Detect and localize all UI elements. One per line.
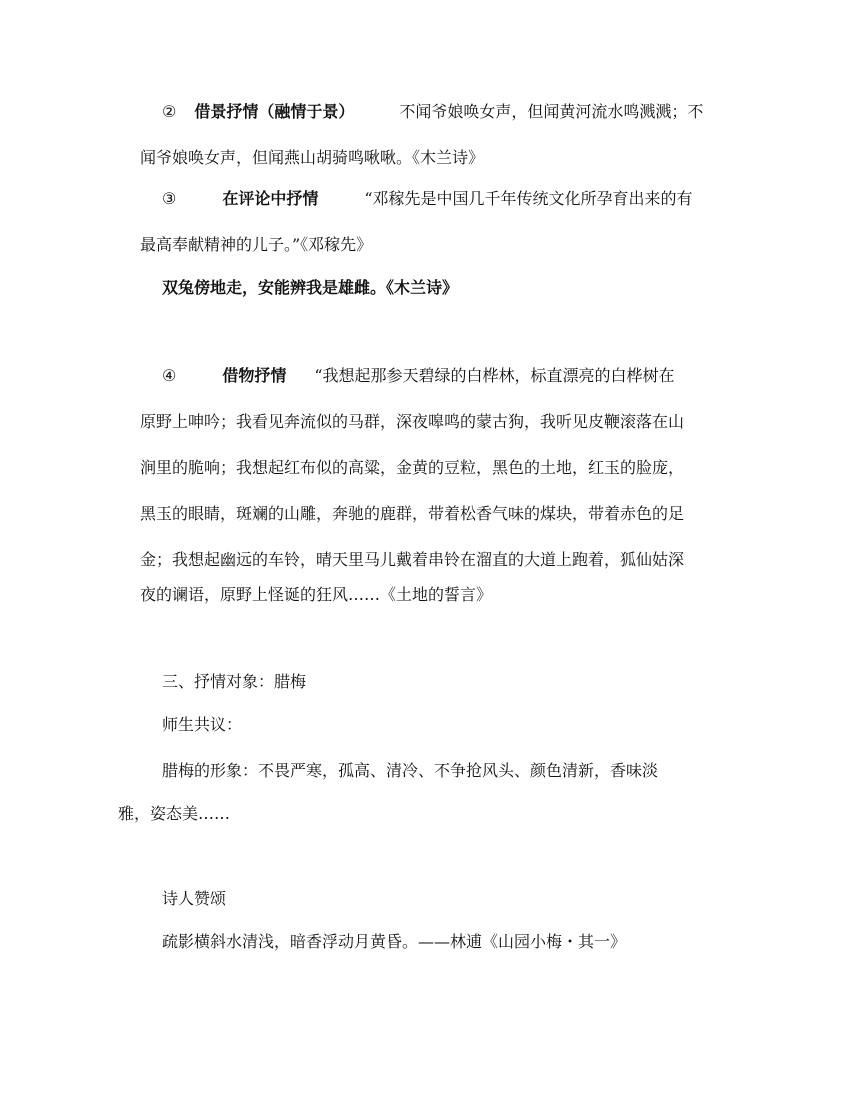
item4-text-line4: 黑玉的眼睛，斑斓的山雕，奔驰的鹿群，带着松香气味的煤块，带着赤色的足 xyxy=(140,504,685,523)
section3-heading: 三、抒情对象：腊梅 xyxy=(162,672,307,691)
item2-line1 xyxy=(162,101,703,123)
item4-number: ④ xyxy=(162,366,177,385)
item3-title: 在评论中抒情 xyxy=(222,189,319,208)
item3-line1 xyxy=(162,188,693,210)
discussion-label: 师生共议： xyxy=(162,715,243,734)
poets-heading: 诗人赞颂 xyxy=(162,889,227,908)
item3-text-line1: “邓稼先是中国几千年传统文化所孕育出来的有 xyxy=(364,189,693,208)
item4-text-line1: “我想起那参天碧绿的白桦林，标直漂亮的白桦树在 xyxy=(314,366,675,385)
item2-text-line1: 不闻爷娘唤女声，但闻黄河流水鸣溅溅；不 xyxy=(399,102,704,121)
item2-title: 借景抒情（融情于景） xyxy=(194,102,355,121)
bold-quote: 双兔傍地走，安能辨我是雄雌。《木兰诗》 xyxy=(162,278,459,297)
plum-image-line2: 雅，姿态美…… xyxy=(118,804,231,823)
item4-text-line2: 原野上呻吟；我看见奔流似的马群，深夜嗥鸣的蒙古狗，我听见皮鞭滚落在山 xyxy=(140,412,685,431)
poem-line: 疏影横斜水清浅，暗香浮动月黄昏。——林逋《山园小梅・其一》 xyxy=(162,932,627,951)
item4-text-line5: 金；我想起幽远的车铃，晴天里马儿戴着串铃在溜直的大道上跑着，狐仙姑深 xyxy=(140,550,685,569)
item4-line1 xyxy=(162,365,675,387)
item4-title: 借物抒情 xyxy=(222,366,287,385)
item4-text-line6: 夜的谰语，原野上怪诞的狂风……《土地的誓言》 xyxy=(140,585,493,604)
item3-number: ③ xyxy=(162,189,177,208)
item2-text-line2: 闻爷娘唤女声，但闻燕山胡骑鸣啾啾。《木兰诗》 xyxy=(140,148,485,167)
item2-number: ② xyxy=(162,102,177,121)
item3-text-line2: 最高奉献精神的儿子。”《邓稼先》 xyxy=(140,235,373,254)
item4-text-line3: 涧里的脆响；我想起红布似的高粱，金黄的豆粒，黑色的土地，红玉的脸庞， xyxy=(140,458,685,477)
plum-image-line1: 腊梅的形象：不畏严寒，孤高、清冷、不争抢风头、颜色清新，香味淡 xyxy=(162,761,659,780)
